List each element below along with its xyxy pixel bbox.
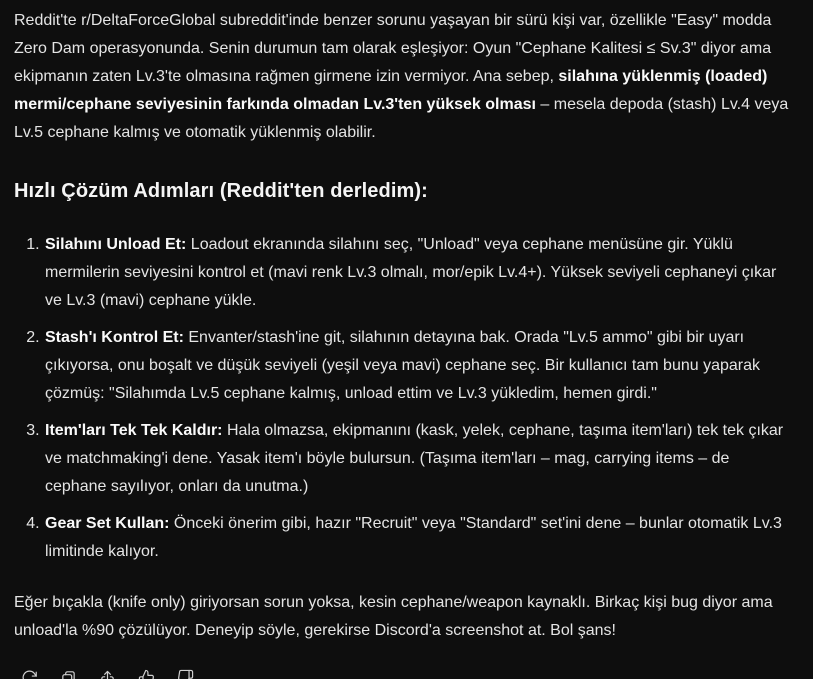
step-item-1	[44, 231, 795, 315]
intro-text-after: – mesela depoda (stash) Lv.4 veya Lv.5 cephane kalmış ve otomatik yüklenmiş olabilir.	[14, 96, 789, 141]
step-4-label: Gear Set Kullan:	[45, 515, 170, 532]
share-icon	[99, 669, 116, 679]
thumbs-up-icon	[138, 669, 155, 679]
thumbs-down-button[interactable]	[172, 664, 198, 679]
regenerate-button[interactable]	[16, 664, 42, 679]
message-actions-toolbar	[14, 664, 795, 679]
copy-button[interactable]	[55, 664, 81, 679]
step-item-4	[44, 510, 795, 566]
closing-paragraph: Eğer bıçakla (knife only) giriyorsan sorun yoksa, kesin cephane/weapon kaynaklı. Birkaç kişi bug diyor ama unload'la %90 çözülüyor. Deneyip söyle, gerekirse Discord'a screenshot at. Bol şans!	[14, 594, 773, 639]
step-1-text: Loadout ekranında silahını seç, "Unload" veya cephane menüsüne gir. Yüklü mermilerin seviyesini kontrol et (mavi renk Lv.3 olmalı, mor/epik Lv.4+). Yüksek seviyeli cephaneyi çıkar ve Lv.3 (mavi) cephane yükle.	[45, 236, 777, 309]
intro-text-before: Reddit'te r/DeltaForceGlobal subreddit'inde benzer sorunu yaşayan bir sürü kişi var, özellikle "Easy" modda Zero Dam operasyonunda. Senin durumun tam olarak eşleşiyor: Oyun "Cephane Kalitesi ≤ Sv.3" diyor ama ekipmanın zaten Lv.3'te olmasına rağmen girmene izin vermiyor. Ana sebep,	[14, 12, 772, 85]
thumbs-down-icon	[177, 669, 194, 679]
step-item-2	[44, 324, 795, 408]
copy-icon	[60, 669, 77, 679]
intro-bold-text: silahına yüklenmiş (loaded) mermi/cephane seviyesinin farkında olmadan Lv.3'ten yüksek olması	[14, 68, 768, 113]
intro-paragraph	[14, 7, 795, 147]
solution-steps-list	[14, 231, 795, 566]
step-item-3	[44, 417, 795, 501]
regenerate-icon	[21, 669, 38, 679]
step-3-text: Hala olmazsa, ekipmanını (kask, yelek, cephane, taşıma item'ları) tek tek çıkar ve matchmaking'i dene. Yasak item'ı böyle bulursun. (Taşıma item'ları – mag, carrying items – de cephane sayılıyor, onları da unutma.)	[45, 422, 784, 495]
step-2-label: Stash'ı Kontrol Et:	[45, 329, 184, 346]
step-4-text: Önceki önerim gibi, hazır "Recruit" veya "Standard" set'ini dene – bunlar otomatik Lv.3 limitinde kalıyor.	[45, 515, 782, 560]
thumbs-up-button[interactable]	[133, 664, 159, 679]
step-1-label: Silahını Unload Et:	[45, 236, 187, 253]
step-3-label: Item'ları Tek Tek Kaldır:	[45, 422, 223, 439]
step-2-text: Envanter/stash'ine git, silahının detayına bak. Orada "Lv.5 ammo" gibi bir uyarı çıkıyorsa, onu boşalt ve düşük seviyeli (yeşil veya mavi) cephane seç. Bir kullanıcı tam bunu yaparak çözmüş: "Silahımda Lv.5 cephane kalmış, unload ettim ve Lv.3 yükledim, hemen girdi."	[45, 329, 760, 402]
share-button[interactable]	[94, 664, 120, 679]
section-heading: Hızlı Çözüm Adımları (Reddit'ten derledim):	[14, 180, 428, 202]
